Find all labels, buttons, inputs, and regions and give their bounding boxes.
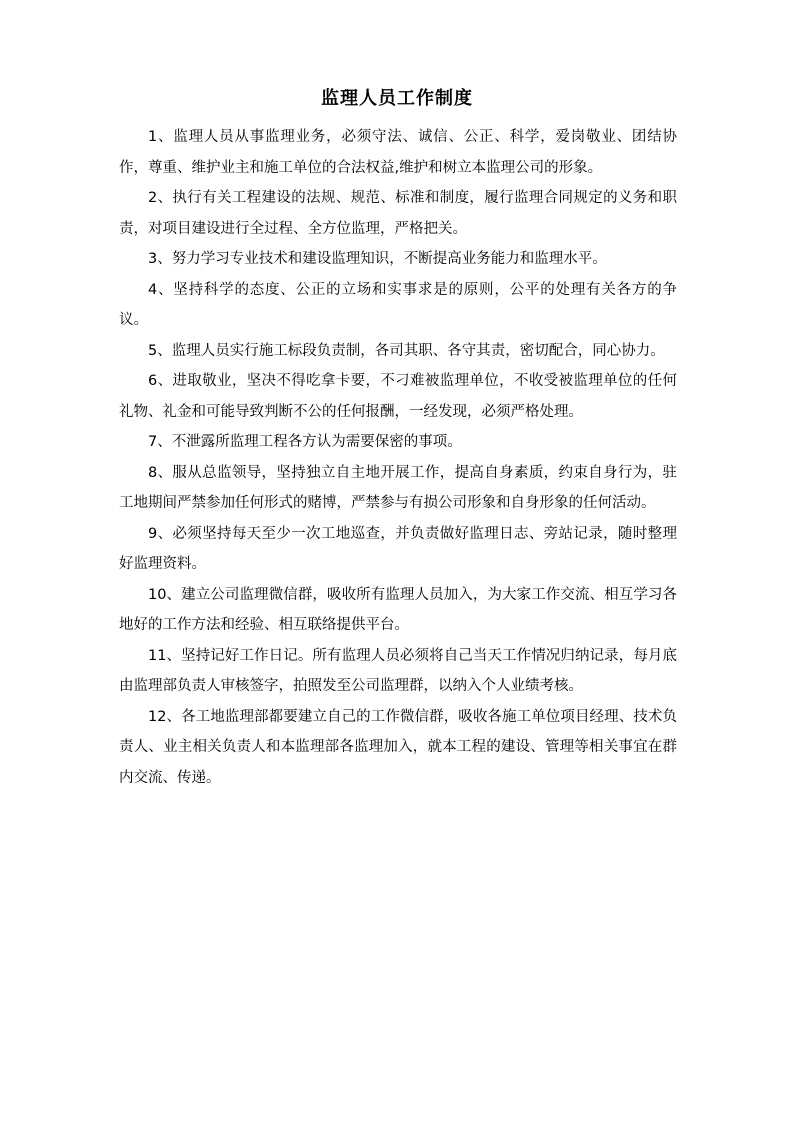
rule-paragraph-9: 9、必须坚持每天至少一次工地巡查，并负责做好监理日志、旁站记录，随时整理好监理资料。	[119, 525, 677, 572]
rule-paragraph-7: 7、不泄露所监理工程各方认为需要保密的事项。	[148, 434, 462, 450]
rule-paragraph-10: 10、建立公司监理微信群，吸收所有监理人员加入，为大家工作交流、相互学习各地好的工作方法和经验、相互联络提供平台。	[119, 586, 677, 633]
rule-paragraph-11: 11、坚持记好工作日记。所有监理人员必须将自己当天工作情况归纳记录，每月底由监理部负责人审核签字，拍照发至公司监理群，以纳入个人业绩考核。	[119, 647, 677, 694]
document-title: 监理人员工作制度	[321, 88, 473, 109]
rule-paragraph-4: 4、坚持科学的态度、公正的立场和实事求是的原则，公平的处理有关各方的争议。	[119, 281, 677, 328]
rule-paragraph-12: 12、各工地监理部都要建立自己的工作微信群，吸收各施工单位项目经理、技术负责人、业主相关负责人和本监理部各监理加入，就本工程的建设、管理等相关事宜在群内交流、传递。	[119, 708, 677, 786]
rule-paragraph-1: 1、监理人员从事监理业务，必须守法、诚信、公正、科学，爱岗敬业、团结协作，尊重、维护业主和施工单位的合法权益,维护和树立本监理公司的形象。	[119, 129, 677, 176]
rule-paragraph-6: 6、进取敬业，坚决不得吃拿卡要，不刁难被监理单位，不收受被监理单位的任何礼物、礼金和可能导致判断不公的任何报酬，一经发现，必须严格处理。	[119, 373, 677, 420]
document-body	[119, 122, 677, 793]
rule-paragraph-8: 8、服从总监领导，坚持独立自主地开展工作，提高自身素质，约束自身行为，驻工地期间严禁参加任何形式的赌博，严禁参与有损公司形象和自身形象的任何活动。	[119, 464, 677, 511]
rule-paragraph-2: 2、执行有关工程建设的法规、规范、标准和制度，履行监理合同规定的义务和职责，对项目建设进行全过程、全方位监理，严格把关。	[119, 190, 677, 237]
rule-paragraph-5: 5、监理人员实行施工标段负责制，各司其职、各守其责，密切配合，同心协力。	[148, 342, 665, 359]
rule-paragraph-3: 3、努力学习专业技术和建设监理知识，不断提高业务能力和监理水平。	[148, 251, 607, 267]
